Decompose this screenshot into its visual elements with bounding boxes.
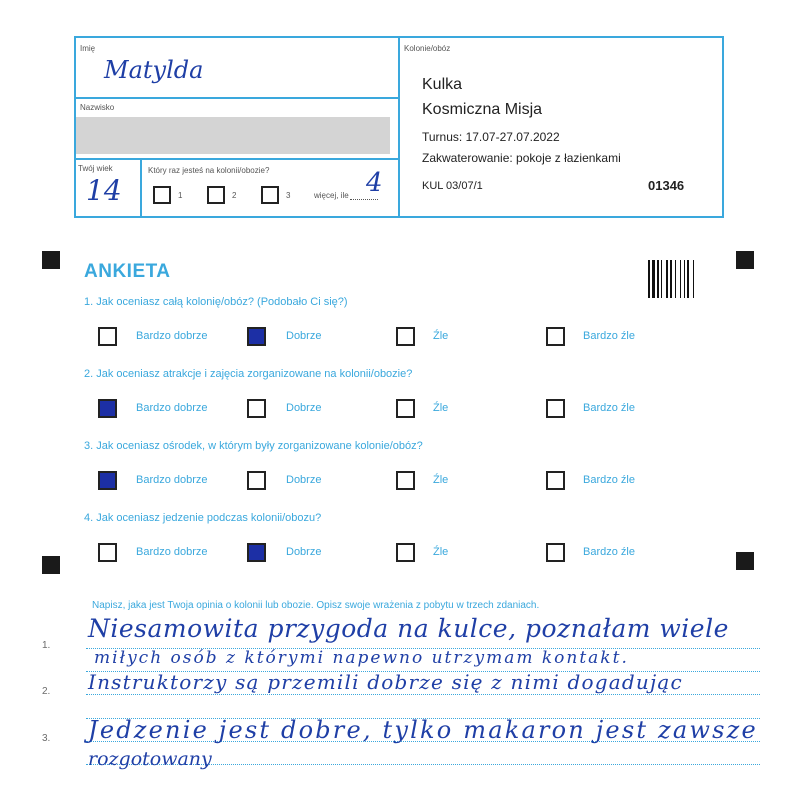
question-4-option-1-label: Bardzo dobrze <box>136 546 208 558</box>
registration-marker <box>736 251 754 269</box>
times-question-label: Który raz jesteś na kolonii/obozie? <box>148 166 270 175</box>
times-option-2: 2 <box>232 191 237 200</box>
question-2-option-4-label: Bardzo źle <box>583 402 635 414</box>
question-2-option-4-checkbox[interactable] <box>546 399 565 418</box>
question-1-option-1-checkbox[interactable] <box>98 327 117 346</box>
registration-marker <box>42 251 60 269</box>
question-1-option-3-label: Źle <box>433 330 449 342</box>
divider <box>74 97 400 99</box>
question-3-option-2-label: Dobrze <box>286 474 322 486</box>
age-label: Twój wiek <box>78 164 113 173</box>
question-2-option-2-checkbox[interactable] <box>247 399 266 418</box>
question-4-option-4-checkbox[interactable] <box>546 543 565 562</box>
question-4-text: 4. Jak oceniasz jedzenie podczas kolonii/obozu? <box>84 512 322 524</box>
question-1-option-4-checkbox[interactable] <box>546 327 565 346</box>
survey-title: ANKIETA <box>84 261 171 282</box>
question-4-option-4-label: Bardzo źle <box>583 546 635 558</box>
divider <box>74 158 400 160</box>
more-label: więcej, ile <box>314 191 349 200</box>
surname-label: Nazwisko <box>80 103 115 112</box>
question-2-option-1-label: Bardzo dobrze <box>136 402 208 414</box>
barcode-bar <box>666 260 668 298</box>
question-3-option-1-checkbox[interactable] <box>98 471 117 490</box>
barcode <box>648 260 708 298</box>
answer-handwriting-line-2[interactable]: miłych osób z którymi napewno utrzymam kontakt. <box>94 648 629 668</box>
question-3-option-3-label: Źle <box>433 474 449 486</box>
camp-accommodation: Zakwaterowanie: pokoje z łazienkami <box>422 151 621 165</box>
question-4-option-2-checkbox[interactable] <box>247 543 266 562</box>
times-checkbox-2[interactable] <box>207 186 225 204</box>
barcode-bar <box>661 260 662 298</box>
registration-marker <box>736 552 754 570</box>
question-2-option-2-label: Dobrze <box>286 402 322 414</box>
times-option-3: 3 <box>286 191 291 200</box>
answer-handwriting-line-1[interactable]: Niesamowita przygoda na kulce, poznałam wiele <box>88 614 729 643</box>
question-3-option-4-label: Bardzo źle <box>583 474 635 486</box>
answer-handwriting-line-4[interactable]: Jedzenie jest dobre, tylko makaron jest zawsze <box>88 716 758 744</box>
camp-program: Kosmiczna Misja <box>422 101 543 118</box>
question-2-option-3-checkbox[interactable] <box>396 399 415 418</box>
redacted-surname <box>76 117 390 154</box>
barcode-bar <box>680 260 681 298</box>
answer-handwriting-line-3[interactable]: Instruktorzy są przemili dobrze się z nimi dogadując <box>88 670 683 694</box>
question-1-option-2-checkbox[interactable] <box>247 327 266 346</box>
times-handwriting[interactable]: 4 <box>366 168 383 198</box>
barcode-bar <box>648 260 650 298</box>
question-3-option-4-checkbox[interactable] <box>546 471 565 490</box>
answer-line <box>86 694 760 695</box>
barcode-bar <box>670 260 672 298</box>
form-number: 01346 <box>648 178 685 193</box>
question-1-option-3-checkbox[interactable] <box>396 327 415 346</box>
question-4-option-2-label: Dobrze <box>286 546 322 558</box>
divider <box>140 158 142 218</box>
times-checkbox-1[interactable] <box>153 186 171 204</box>
barcode-bar <box>684 260 685 298</box>
question-1-option-2-label: Dobrze <box>286 330 322 342</box>
name-handwriting[interactable]: Matylda <box>104 56 204 84</box>
opinion-prompt: Napisz, jaka jest Twoja opinia o kolonii lub obozie. Opisz swoje wrażenia z pobytu w trzech zdaniach. <box>92 600 540 611</box>
question-2-option-1-checkbox[interactable] <box>98 399 117 418</box>
question-1-text: 1. Jak oceniasz całą kolonię/obóz? (Podobało Ci się?) <box>84 296 348 308</box>
question-2-text: 2. Jak oceniasz atrakcje i zajęcia zorganizowane na kolonii/obozie? <box>84 368 413 380</box>
name-label: Imię <box>80 44 96 53</box>
question-3-option-1-label: Bardzo dobrze <box>136 474 208 486</box>
question-1-option-4-label: Bardzo źle <box>583 330 635 342</box>
question-3-option-3-checkbox[interactable] <box>396 471 415 490</box>
barcode-bar <box>693 260 694 298</box>
barcode-bar <box>687 260 689 298</box>
camp-label: Kolonie/obóz <box>404 44 451 53</box>
line-number-2: 2. <box>42 686 51 697</box>
barcode-bar <box>652 260 655 298</box>
line-number-3: 3. <box>42 733 51 744</box>
age-handwriting[interactable]: 14 <box>86 174 122 207</box>
barcode-bar <box>657 260 659 298</box>
line-number-1: 1. <box>42 640 51 651</box>
question-3-text: 3. Jak oceniasz ośrodek, w którym były zorganizowane kolonie/obóz? <box>84 440 423 452</box>
question-4-option-3-label: Źle <box>433 546 449 558</box>
question-2-option-3-label: Źle <box>433 402 449 414</box>
question-4-option-1-checkbox[interactable] <box>98 543 117 562</box>
question-4-option-3-checkbox[interactable] <box>396 543 415 562</box>
camp-turnus: Turnus: 17.07-27.07.2022 <box>422 130 560 144</box>
camp-name: Kulka <box>422 76 463 93</box>
camp-code: KUL 03/07/1 <box>422 180 483 192</box>
times-option-1: 1 <box>178 191 183 200</box>
more-dotted-line <box>350 199 378 200</box>
registration-marker <box>42 556 60 574</box>
times-checkbox-3[interactable] <box>261 186 279 204</box>
question-1-option-1-label: Bardzo dobrze <box>136 330 208 342</box>
barcode-bar <box>675 260 676 298</box>
answer-handwriting-line-5[interactable]: rozgotowany <box>88 748 212 770</box>
question-3-option-2-checkbox[interactable] <box>247 471 266 490</box>
